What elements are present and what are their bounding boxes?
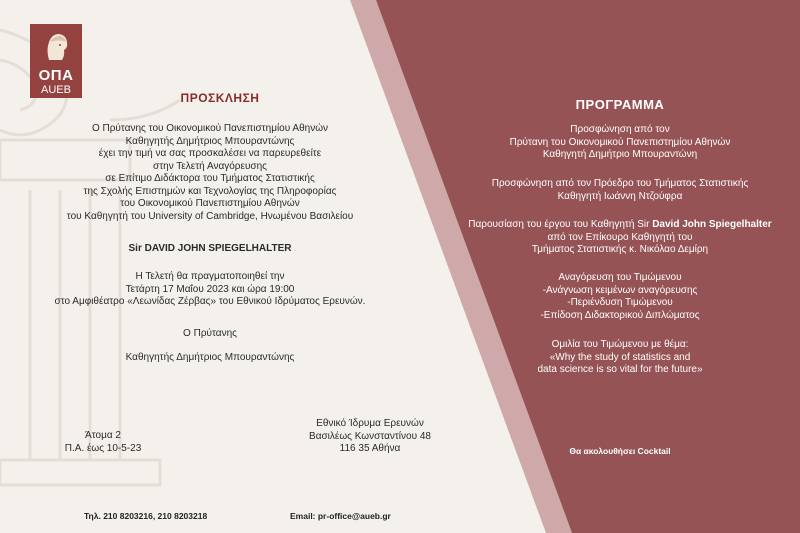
- program-line: data science is so vital for the future»: [537, 364, 703, 375]
- signer-name: Καθηγητής Δημήτριος Μπουραντώνης: [125, 352, 295, 363]
- intro-line: Ο Πρύτανης του Οικονομικού Πανεπιστημίου Αθηνών: [91, 123, 329, 134]
- program-line: Καθηγητή Δημήτριο Μπουραντώνη: [542, 149, 698, 160]
- intro-line: Καθηγητής Δημήτριος Μπουραντώνης: [125, 135, 295, 147]
- rsvp-info: [58, 430, 148, 455]
- logo-text-aueb: AUEB: [41, 84, 71, 96]
- program-line: Ομιλία του Τιμώμενου με θέμα:: [551, 339, 689, 350]
- program-line: [455, 219, 785, 232]
- program-line: Τμήματος Στατιστικής κ. Νικόλαο Δεμίρη: [531, 244, 709, 255]
- presentation-prefix: Παρουσίαση του έργου του Καθηγητή Sir: [468, 219, 650, 230]
- program-line: «Why the study of statistics and: [549, 351, 691, 363]
- address-line: 116 35 Αθήνα: [339, 443, 401, 454]
- program-line: Προσφώνηση από τον Πρόεδρο του Τμήματος Στατιστικής: [491, 178, 749, 189]
- intro-line: του Καθηγητή του University of Cambridge, Ηνωμένου Βασιλείου: [66, 210, 354, 222]
- athena-head-icon: [40, 30, 72, 64]
- program-line: -Επίδοση Διδακτορικού Διπλώματος: [540, 309, 700, 321]
- intro-line: έχει την τιμή να σας προσκαλέσει να παρευρεθείτε: [98, 148, 322, 159]
- honoree-name: Sir DAVID JOHN SPIEGELHALTER: [128, 243, 292, 254]
- program-item-2: [455, 178, 785, 203]
- program-title: ΠΡΟΓΡΑΜΜΑ: [575, 97, 665, 112]
- program-line: -Περιένδυση Τιμώμενου: [567, 297, 673, 308]
- program-line: -Ανάγνωση κειμένων αναγόρευσης: [542, 284, 698, 296]
- ceremony-line: Η Τελετή θα πραγματοποιηθεί την: [135, 271, 285, 282]
- program-line: Καθηγητή Ιωάννη Ντζούφρα: [557, 190, 683, 202]
- signer-title: Ο Πρύτανης: [183, 328, 237, 339]
- address-line: Βασιλέως Κωνσταντίνου 48: [309, 430, 431, 442]
- venue-address: [290, 418, 450, 456]
- ceremony-details: [40, 271, 380, 309]
- phone-number: Τηλ. 210 8203216, 210 8203218: [84, 511, 208, 521]
- invitation-title: ΠΡΟΣΚΛΗΣΗ: [180, 91, 260, 105]
- cocktail-note: Θα ακολουθήσει Cocktail: [569, 446, 671, 456]
- rsvp-line: Άτομα 2: [85, 430, 121, 441]
- intro-line: του Οικονομικού Πανεπιστημίου Αθηνών: [120, 198, 300, 209]
- logo-text-opa: ΟΠΑ: [38, 67, 74, 84]
- program-item-3: [455, 219, 785, 257]
- program-line: Προσφώνηση από τον: [570, 124, 670, 135]
- program-item-1: [455, 124, 785, 162]
- intro-line: σε Επίτιμο Διδάκτορα του Τμήματος Στατιστικής: [105, 173, 315, 184]
- address-line: Εθνικό Ίδρυμα Ερευνών: [316, 418, 424, 429]
- ceremony-line: στο Αμφιθέατρο «Λεωνίδας Ζέρβας» του Εθνικού Ιδρύματος Ερευνών.: [54, 296, 366, 307]
- program-item-4: [455, 272, 785, 322]
- intro-line: της Σχολής Επιστημών και Τεχνολογίας της Πληροφορίας: [83, 185, 337, 197]
- intro-line: στην Τελετή Αναγόρευσης: [153, 160, 267, 172]
- ceremony-line: Τετάρτη 17 Μαΐου 2023 και ώρα 19:00: [125, 283, 295, 295]
- invitation-intro: [40, 123, 380, 223]
- aueb-logo: [30, 24, 82, 98]
- presentation-honoree: David John Spiegelhalter: [652, 219, 772, 230]
- rsvp-line: Π.Α. έως 10-5-23: [64, 442, 142, 454]
- program-line: από τον Επίκουρο Καθηγητή του: [547, 231, 693, 243]
- program-line: Αναγόρευση του Τιμώμενου: [558, 272, 682, 283]
- program-item-5: [455, 339, 785, 377]
- program-line: Πρύτανη του Οικονομικού Πανεπιστημίου Αθηνών: [509, 136, 731, 148]
- email-address: Email: pr-office@aueb.gr: [290, 511, 391, 521]
